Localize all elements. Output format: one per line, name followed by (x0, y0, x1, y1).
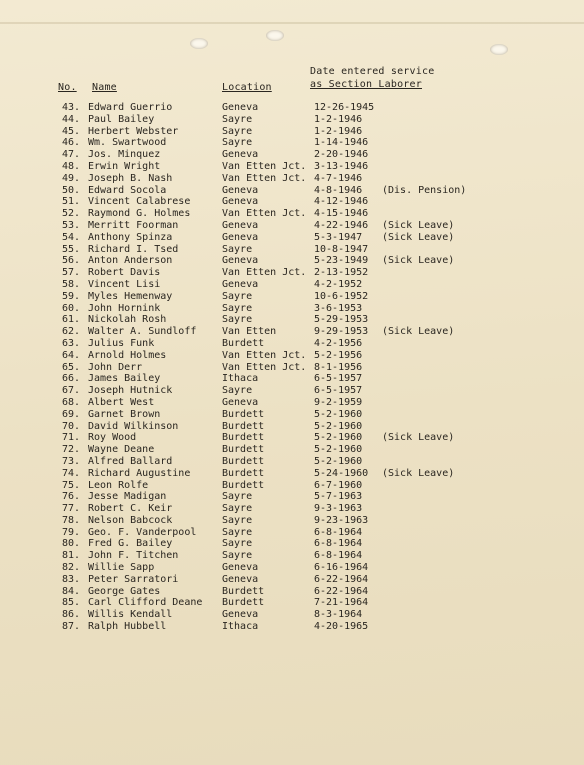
item-number: 65. (61, 361, 80, 373)
list-item (0, 350, 584, 362)
employee-name: John Hornink (88, 302, 161, 314)
service-date: 5-2-1960 (314, 432, 363, 444)
service-date: 4-15-1946 (314, 208, 369, 220)
status-note: (Dis. Pension) (382, 184, 467, 196)
header-date-line2: as Section Laborer (310, 79, 422, 90)
service-date: 5-7-1963 (314, 491, 363, 503)
item-number: 71. (61, 432, 80, 444)
item-number: 67. (61, 385, 80, 397)
list-item (0, 503, 584, 515)
punch-hole (190, 38, 208, 49)
paper-fold (0, 22, 584, 24)
employee-name: Edward Guerrio (88, 102, 173, 113)
employee-location: Burdett (222, 337, 265, 349)
employee-location: Sayre (222, 137, 253, 149)
list-item (0, 621, 584, 633)
employee-name: Willis Kendall (88, 609, 173, 621)
service-date: 5-2-1960 (314, 455, 363, 467)
employee-location: Geneva (222, 255, 259, 267)
service-date: 8-3-1964 (314, 609, 363, 621)
service-date: 5-2-1956 (314, 349, 363, 361)
service-date: 7-21-1964 (314, 597, 369, 609)
punch-hole (266, 30, 284, 41)
employee-name: John Derr (88, 361, 143, 373)
list-item (0, 409, 584, 421)
item-number: 69. (61, 408, 80, 420)
employee-name: Anthony Spinza (88, 231, 173, 243)
employee-name: Vincent Calabrese (88, 196, 191, 208)
status-note: (Sick Leave) (382, 231, 455, 243)
list-item (0, 126, 584, 138)
employee-location: Geneva (222, 562, 259, 574)
employee-name: Ralph Hubbell (88, 621, 167, 633)
employee-name: Robert Davis (88, 267, 161, 279)
employee-location: Burdett (222, 467, 265, 479)
item-number: 46. (61, 137, 80, 149)
service-date: 6-22-1964 (314, 573, 369, 585)
employee-location: Ithaca (222, 621, 259, 633)
service-date: 10-6-1952 (314, 290, 369, 302)
item-number: 76. (61, 491, 80, 503)
employee-location: Geneva (222, 149, 259, 161)
item-number: 43. (61, 102, 80, 113)
status-note: (Sick Leave) (382, 326, 455, 338)
employee-location: Van Etten Jct. (222, 349, 307, 361)
list-item (0, 362, 584, 374)
list-item (0, 185, 584, 197)
status-note: (Sick Leave) (382, 432, 455, 444)
service-date: 9-2-1959 (314, 396, 363, 408)
employee-name: Carl Clifford Deane (88, 597, 203, 609)
employee-name: Paul Bailey (88, 113, 155, 125)
employee-location: Geneva (222, 219, 259, 231)
list-item (0, 326, 584, 338)
list-item (0, 515, 584, 527)
employee-location: Ithaca (222, 373, 259, 385)
item-number: 85. (61, 597, 80, 609)
employee-location: Sayre (222, 290, 253, 302)
employee-name: James Bailey (88, 373, 161, 385)
employee-location: Geneva (222, 196, 259, 208)
employee-location: Van Etten Jct. (222, 361, 307, 373)
service-date: 9-3-1963 (314, 503, 363, 515)
list-item (0, 255, 584, 267)
item-number: 47. (61, 149, 80, 161)
service-date: 5-2-1960 (314, 444, 363, 456)
list-item (0, 586, 584, 598)
service-date: 5-23-1949 (314, 255, 369, 267)
header-no: No. (58, 82, 77, 93)
employee-location: Geneva (222, 609, 259, 621)
employee-location: Sayre (222, 113, 253, 125)
employee-name: John F. Titchen (88, 550, 179, 562)
status-note: (Sick Leave) (382, 219, 455, 231)
service-date: 6-5-1957 (314, 385, 363, 397)
status-note: (Sick Leave) (382, 467, 455, 479)
service-date: 10-8-1947 (314, 243, 369, 255)
service-date: 5-29-1953 (314, 314, 369, 326)
list-item (0, 574, 584, 586)
employee-location: Sayre (222, 514, 253, 526)
service-date: 4-12-1946 (314, 196, 369, 208)
service-date: 4-2-1956 (314, 337, 363, 349)
list-item (0, 173, 584, 185)
service-date: 8-1-1956 (314, 361, 363, 373)
status-note: (Sick Leave) (382, 255, 455, 267)
employee-location: Sayre (222, 243, 253, 255)
service-date: 4-8-1946 (314, 184, 363, 196)
employee-name: David Wilkinson (88, 420, 179, 432)
service-date: 4-7-1946 (314, 172, 363, 184)
list-item (0, 491, 584, 503)
employee-location: Sayre (222, 491, 253, 503)
list-item (0, 161, 584, 173)
employee-name: Fred G. Bailey (88, 538, 173, 550)
list-item (0, 232, 584, 244)
list-item (0, 291, 584, 303)
employee-name: Leon Rolfe (88, 479, 149, 491)
service-date: 5-2-1960 (314, 420, 363, 432)
list-item (0, 244, 584, 256)
list-item (0, 421, 584, 433)
employee-location: Van Etten Jct. (222, 267, 307, 279)
item-number: 62. (61, 326, 80, 338)
employee-name: Wayne Deane (88, 444, 155, 456)
service-date: 3-13-1946 (314, 160, 369, 172)
item-number: 78. (61, 514, 80, 526)
employee-name: Robert C. Keir (88, 503, 173, 515)
employee-name: Roy Wood (88, 432, 137, 444)
item-number: 70. (61, 420, 80, 432)
item-number: 48. (61, 160, 80, 172)
item-number: 55. (61, 243, 80, 255)
service-date: 6-8-1964 (314, 526, 363, 538)
employee-location: Geneva (222, 184, 259, 196)
service-date: 6-5-1957 (314, 373, 363, 385)
item-number: 56. (61, 255, 80, 267)
service-date: 6-22-1964 (314, 585, 369, 597)
item-number: 51. (61, 196, 80, 208)
item-number: 87. (61, 621, 80, 633)
employee-name: Nickolah Rosh (88, 314, 167, 326)
employee-location: Geneva (222, 573, 259, 585)
employee-name: Willie Sapp (88, 562, 155, 574)
list-item (0, 314, 584, 326)
employee-location: Burdett (222, 585, 265, 597)
item-number: 54. (61, 231, 80, 243)
employee-name: Garnet Brown (88, 408, 161, 420)
item-number: 83. (61, 573, 80, 585)
employee-name: Richard Augustine (88, 467, 191, 479)
item-number: 60. (61, 302, 80, 314)
service-date: 5-24-1960 (314, 467, 369, 479)
service-date: 2-13-1952 (314, 267, 369, 279)
employee-location: Van Etten Jct. (222, 172, 307, 184)
item-number: 82. (61, 562, 80, 574)
list-item (0, 137, 584, 149)
employee-location: Sayre (222, 385, 253, 397)
employee-location: Geneva (222, 396, 259, 408)
employee-location: Burdett (222, 479, 265, 491)
employee-name: Walter A. Sundloff (88, 326, 197, 338)
employee-location: Burdett (222, 444, 265, 456)
service-date: 5-2-1960 (314, 408, 363, 420)
list-item (0, 196, 584, 208)
service-date: 4-20-1965 (314, 621, 369, 633)
list-item (0, 597, 584, 609)
employee-location: Sayre (222, 538, 253, 550)
employee-location: Geneva (222, 231, 259, 243)
list-item (0, 397, 584, 409)
employee-location: Sayre (222, 314, 253, 326)
employee-name: Joseph B. Nash (88, 172, 173, 184)
employee-name: Peter Sarratori (88, 573, 179, 585)
item-number: 44. (61, 113, 80, 125)
employee-name: Edward Socola (88, 184, 167, 196)
service-date: 6-8-1964 (314, 550, 363, 562)
service-date: 4-2-1952 (314, 278, 363, 290)
employee-name: Alfred Ballard (88, 455, 173, 467)
service-date: 6-7-1960 (314, 479, 363, 491)
list-item (0, 468, 584, 480)
item-number: 84. (61, 585, 80, 597)
list-item (0, 432, 584, 444)
list-item (0, 338, 584, 350)
list-item (0, 562, 584, 574)
item-number: 58. (61, 278, 80, 290)
employee-name: Nelson Babcock (88, 514, 173, 526)
item-number: 63. (61, 337, 80, 349)
employee-name: Albert West (88, 396, 155, 408)
item-number: 45. (61, 125, 80, 137)
item-number: 59. (61, 290, 80, 302)
laborer-list (0, 102, 584, 633)
item-number: 73. (61, 455, 80, 467)
service-date: 9-29-1953 (314, 326, 369, 338)
employee-location: Sayre (222, 503, 253, 515)
list-item (0, 480, 584, 492)
service-date: 3-6-1953 (314, 302, 363, 314)
employee-name: Jos. Minquez (88, 149, 161, 161)
service-date: 6-16-1964 (314, 562, 369, 574)
service-date: 1-2-1946 (314, 125, 363, 137)
item-number: 72. (61, 444, 80, 456)
employee-name: Vincent Lisi (88, 278, 161, 290)
employee-location: Burdett (222, 408, 265, 420)
list-item (0, 550, 584, 562)
employee-name: Julius Funk (88, 337, 155, 349)
employee-location: Van Etten Jct. (222, 160, 307, 172)
employee-location: Van Etten (222, 326, 277, 338)
employee-location: Burdett (222, 432, 265, 444)
list-item (0, 527, 584, 539)
list-item (0, 385, 584, 397)
employee-location: Burdett (222, 597, 265, 609)
item-number: 74. (61, 467, 80, 479)
item-number: 66. (61, 373, 80, 385)
item-number: 61. (61, 314, 80, 326)
employee-name: Anton Anderson (88, 255, 173, 267)
list-item (0, 267, 584, 279)
item-number: 77. (61, 503, 80, 515)
item-number: 64. (61, 349, 80, 361)
employee-name: Geo. F. Vanderpool (88, 526, 197, 538)
item-number: 79. (61, 526, 80, 538)
punch-hole (490, 44, 508, 55)
employee-name: George Gates (88, 585, 161, 597)
list-item (0, 538, 584, 550)
employee-name: Joseph Hutnick (88, 385, 173, 397)
service-date: 4-22-1946 (314, 219, 369, 231)
employee-name: Merritt Foorman (88, 219, 179, 231)
item-number: 75. (61, 479, 80, 491)
employee-name: Wm. Swartwood (88, 137, 167, 149)
service-date: 1-14-1946 (314, 137, 369, 149)
list-item (0, 444, 584, 456)
header-date-line1: Date entered service (310, 66, 435, 77)
header-name: Name (92, 82, 117, 93)
employee-location: Sayre (222, 125, 253, 137)
employee-location: Sayre (222, 550, 253, 562)
item-number: 53. (61, 219, 80, 231)
service-date: 6-8-1964 (314, 538, 363, 550)
employee-location: Burdett (222, 455, 265, 467)
list-item (0, 208, 584, 220)
employee-location: Van Etten Jct. (222, 208, 307, 220)
item-number: 68. (61, 396, 80, 408)
employee-location: Sayre (222, 526, 253, 538)
item-number: 57. (61, 267, 80, 279)
list-item (0, 102, 584, 114)
service-date: 12-26-1945 (314, 102, 375, 113)
item-number: 81. (61, 550, 80, 562)
item-number: 52. (61, 208, 80, 220)
list-item (0, 456, 584, 468)
employee-name: Jesse Madigan (88, 491, 167, 503)
list-item (0, 149, 584, 161)
employee-name: Raymond G. Holmes (88, 208, 191, 220)
employee-location: Sayre (222, 302, 253, 314)
employee-name: Erwin Wright (88, 160, 161, 172)
item-number: 86. (61, 609, 80, 621)
list-item (0, 220, 584, 232)
list-item (0, 279, 584, 291)
employee-name: Myles Hemenway (88, 290, 173, 302)
employee-location: Geneva (222, 278, 259, 290)
service-date: 2-20-1946 (314, 149, 369, 161)
item-number: 80. (61, 538, 80, 550)
header-location: Location (222, 82, 272, 93)
list-item (0, 114, 584, 126)
list-item (0, 373, 584, 385)
employee-location: Burdett (222, 420, 265, 432)
list-item (0, 609, 584, 621)
service-date: 5-3-1947 (314, 231, 363, 243)
service-date: 1-2-1946 (314, 113, 363, 125)
employee-name: Herbert Webster (88, 125, 179, 137)
item-number: 50. (61, 184, 80, 196)
list-item (0, 303, 584, 315)
service-date: 9-23-1963 (314, 514, 369, 526)
employee-location: Geneva (222, 102, 259, 113)
item-number: 49. (61, 172, 80, 184)
employee-name: Arnold Holmes (88, 349, 167, 361)
employee-name: Richard I. Tsed (88, 243, 179, 255)
